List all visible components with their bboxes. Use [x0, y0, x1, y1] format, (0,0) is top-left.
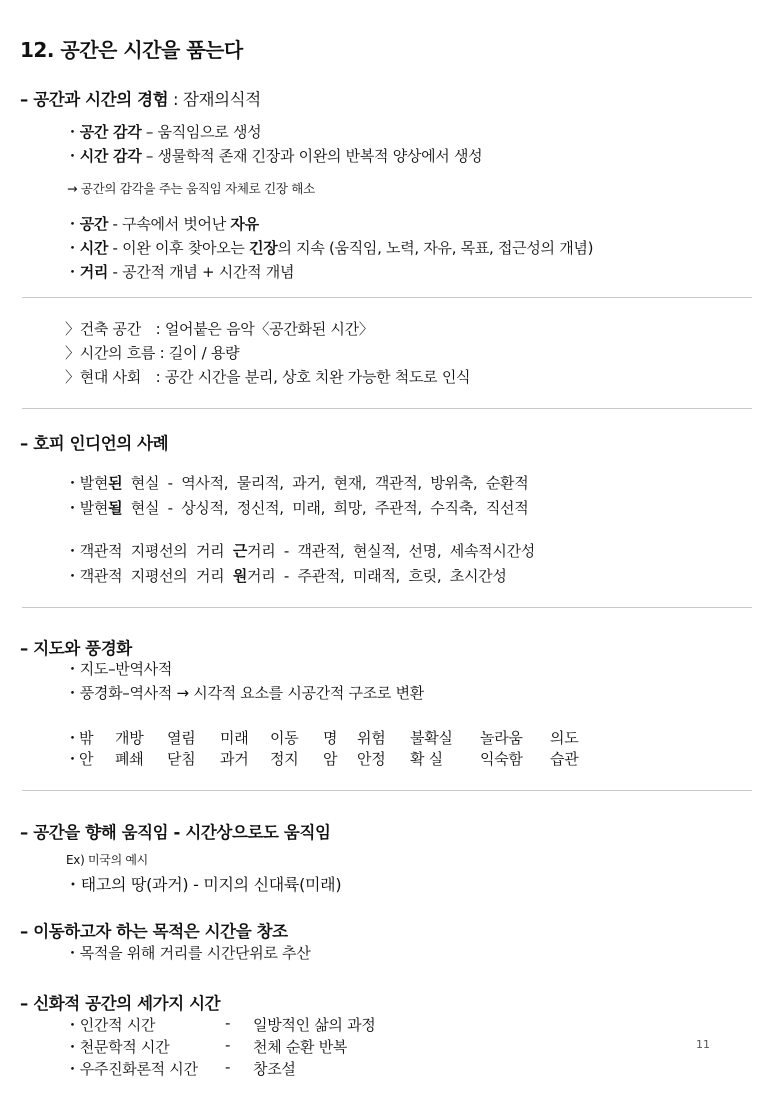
word: 이동	[270, 729, 299, 747]
section-heading-mythic-times: – 신화적 공간의 세가지 시간	[20, 994, 221, 1013]
example-label: Ex) 미국의 예시	[66, 853, 148, 867]
bullet-manifesting: ・발현될 현실 - 상싱적, 정신적, 미래, 희망, 주관적, 수직축, 직선적	[65, 499, 529, 517]
text-tail: 거리 - 주관적, 미래적, 흐릿, 초시간성	[247, 567, 507, 585]
word: 명	[323, 729, 338, 747]
text: 발현	[79, 499, 109, 517]
page-number: 11	[696, 1038, 710, 1051]
term: 천문학적 시간	[79, 1038, 170, 1056]
desc: - 이완 이후 찾아오는	[108, 239, 250, 257]
page-title: 12. 공간은 시간을 품는다	[20, 38, 243, 62]
desc-tail: 의 지속 (움직임, 노력, 자유, 목표, 접근성의 개념)	[277, 239, 594, 257]
divider	[22, 297, 752, 298]
emphasis: 긴장	[249, 239, 278, 257]
quote-modern-society: 〉현대 사회 : 공간 시간을 분리, 상호 치완 가능한 척도로 인식	[65, 368, 471, 386]
bullet-landscape: ・풍경화–역사적 → 시각적 요소를 시공간적 구조로 변환	[65, 684, 424, 702]
section-heading-moving-toward-space: – 공간을 향해 움직임 - 시간상으로도 움직임	[20, 823, 331, 842]
quote-architecture: 〉건축 공간 : 얼어붙은 음악〈공간화된 시간〉	[65, 320, 374, 338]
heading-light-text: : 잠재의식적	[168, 90, 261, 109]
desc: 천체 순환 반복	[253, 1038, 348, 1056]
word: 놀라움	[480, 729, 523, 747]
word: 위험	[357, 729, 386, 747]
text-tail: 거리 - 객관적, 현실적, 선명, 세속적시간성	[247, 542, 535, 560]
section-heading-purpose-creates-time: – 이동하고자 하는 목적은 시간을 창조	[20, 922, 288, 941]
word: 과거	[220, 750, 249, 768]
desc: – 생물학적 존재 긴장과 이완의 반복적 양상에서 생성	[141, 147, 483, 165]
word: 열림	[167, 729, 196, 747]
term: 공간	[79, 215, 109, 233]
word: 정지	[270, 750, 299, 768]
bullet-america-example: ・태고의 땅(과거) - 미지의 신대륙(미래)	[65, 875, 342, 894]
section-heading-hopi: – 호피 인디언의 사례	[20, 434, 169, 453]
word: 미래	[220, 729, 249, 747]
bullet-time: ・시간 - 이완 이후 찾아오는 긴장의 지속 (움직임, 노력, 자유, 목표, 접근성의 개념)	[65, 239, 594, 257]
desc: 일방적인 삶의 과정	[253, 1016, 376, 1034]
bullet-space: ・공간 - 구속에서 벗어난 자유	[65, 215, 259, 233]
bullet-time-sense: ・시간 감각 – 생물학적 존재 긴장과 이완의 반복적 양상에서 생성	[65, 147, 483, 165]
word: 폐쇄	[115, 750, 144, 768]
desc: 창조설	[253, 1060, 296, 1078]
word-row-inside: ・ 안 폐쇄 닫침 과거 정지 암 안정 확 실 익숙함 습관	[65, 750, 579, 768]
divider	[22, 607, 752, 608]
desc: – 움직임으로 생성	[141, 123, 262, 141]
bullet-purpose: ・목적을 위해 거리를 시간단위로 추산	[65, 944, 311, 962]
term: 우주진화론적 시간	[79, 1060, 198, 1078]
emphasis: 원	[232, 567, 248, 585]
list-item-cosmic-time: ・우주진화론적 시간 - 창조설	[65, 1058, 296, 1078]
text-tail: 현실 - 상싱적, 정신적, 미래, 희망, 주관적, 수직축, 직선적	[122, 499, 529, 517]
text: 객관적 지평선의 거리	[79, 567, 233, 585]
word: 확 실	[410, 750, 443, 768]
emphasis: 될	[108, 499, 123, 517]
bullet-far-distance: ・객관적 지평선의 거리 원거리 - 주관적, 미래적, 흐릿, 초시간성	[65, 567, 507, 585]
text: 목적을 위해 거리를 시간단위로 추산	[79, 944, 311, 962]
term: 공간 감각	[79, 123, 142, 141]
text: 풍경화–역사적 → 시각적 요소를 시공간적 구조로 변환	[79, 684, 424, 702]
divider	[22, 790, 752, 791]
section-heading-space-time-experience	[20, 86, 261, 110]
word: 익숙함	[480, 750, 523, 768]
word: 닫침	[167, 750, 196, 768]
text: 객관적 지평선의 거리	[79, 542, 233, 560]
bullet-space-sense: ・공간 감각 – 움직임으로 생성	[65, 123, 262, 141]
divider	[22, 408, 752, 409]
term: 시간	[79, 239, 109, 257]
emphasis: 된	[108, 474, 123, 492]
word: 밖	[79, 729, 94, 747]
list-item-human-time: ・인간적 시간 - 일방적인 삶의 과정	[65, 1014, 376, 1034]
bullet-near-distance: ・객관적 지평선의 거리 근거리 - 객관적, 현실적, 선명, 세속적시간성	[65, 542, 535, 560]
bullet-manifested: ・발현된 현실 - 역사적, 물리적, 과거, 현재, 객관적, 방위축, 순환적	[65, 474, 529, 492]
text: 지도–반역사적	[79, 660, 173, 678]
emphasis: 근	[232, 542, 248, 560]
desc: - 구속에서 벗어난	[108, 215, 231, 233]
section-heading-map-landscape: – 지도와 풍경화	[20, 639, 132, 658]
bullet-map: ・지도–반역사적	[65, 660, 173, 678]
word: 의도	[550, 729, 579, 747]
bullet-distance: ・거리 - 공간적 개념 + 시간적 개념	[65, 263, 295, 281]
text: 태고의 땅(과거) - 미지의 신대륙(미래)	[80, 875, 342, 894]
word: 안정	[357, 750, 386, 768]
word: 암	[323, 750, 338, 768]
heading-bold-text: – 공간과 시간의 경험	[20, 90, 169, 109]
arrow-note: → 공간의 감각을 주는 움직임 자체로 긴장 해소	[67, 181, 315, 196]
emphasis: 자유	[230, 215, 259, 233]
word-row-outside: ・ 밖 개방 열림 미래 이동 명 위험 불확실 놀라움 의도	[65, 729, 579, 747]
term: 시간 감각	[79, 147, 142, 165]
term: 거리	[79, 263, 109, 281]
word: 습관	[550, 750, 579, 768]
word: 불확실	[410, 729, 453, 747]
term: 인간적 시간	[79, 1016, 156, 1034]
word: 개방	[115, 729, 144, 747]
desc: - 공간적 개념 + 시간적 개념	[108, 263, 295, 281]
quote-time-flow: 〉시간의 흐름 : 길이 / 용량	[65, 344, 240, 362]
text: 발현	[79, 474, 109, 492]
word: 안	[79, 750, 94, 768]
text-tail: 현실 - 역사적, 물리적, 과거, 현재, 객관적, 방위축, 순환적	[122, 474, 529, 492]
list-item-astronomical-time: ・천문학적 시간 - 천체 순환 반복	[65, 1036, 348, 1056]
